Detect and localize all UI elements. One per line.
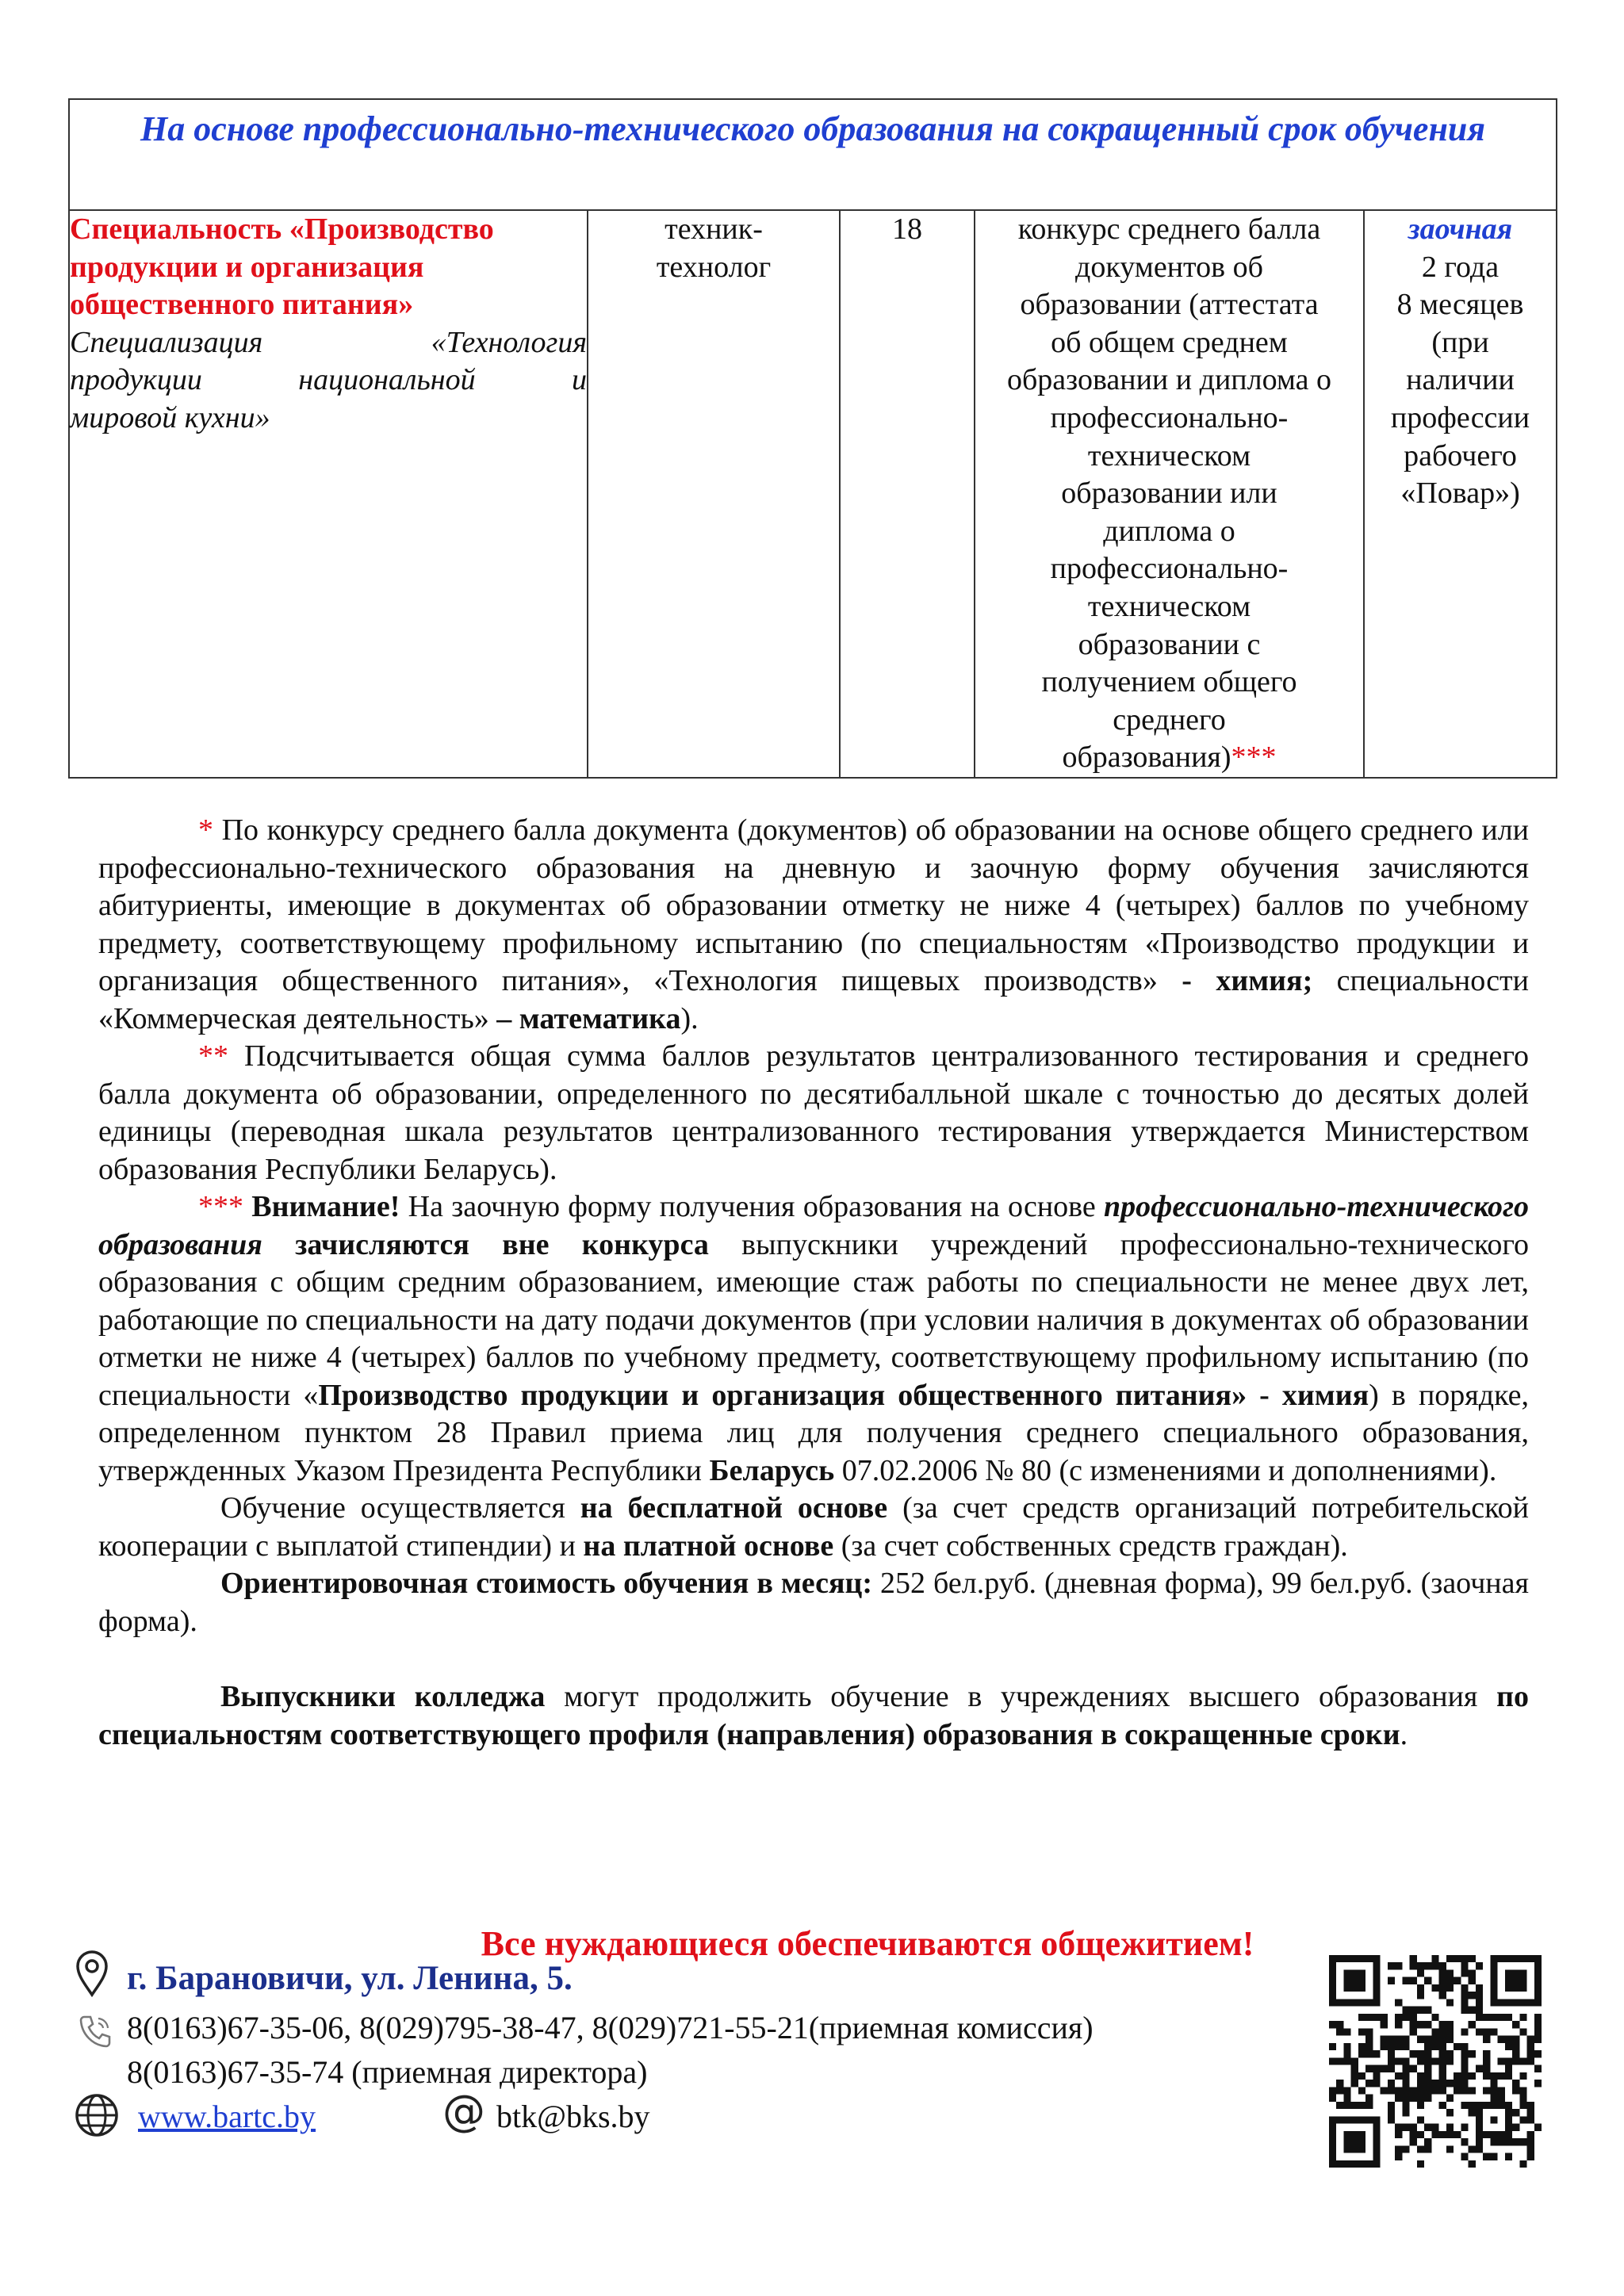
note-3-mark: *** bbox=[198, 1190, 243, 1223]
note-text: Обучение осуществляется bbox=[220, 1491, 580, 1525]
duration-line: 8 месяцев bbox=[1396, 288, 1524, 322]
note-bold: Выпускники колледжа bbox=[220, 1680, 546, 1713]
duration-line: 2 года bbox=[1421, 250, 1500, 284]
seats-value: 18 bbox=[892, 212, 922, 246]
admission-line: техническом bbox=[1087, 589, 1251, 623]
phone-icon bbox=[76, 2012, 114, 2050]
admission-line: конкурс среднего балла bbox=[1017, 212, 1321, 246]
footnote-mark: *** bbox=[1231, 740, 1277, 775]
specialization-line: Специализация «Технология bbox=[70, 325, 587, 359]
qualification-line: техник- bbox=[665, 212, 763, 246]
phones-director: 8(0163)67-35-74 (приемная директора) bbox=[127, 2054, 648, 2090]
note-bold: по специальностям соответствующего профиля (направления) образования в сокращенные сроки bbox=[98, 1680, 1529, 1751]
duration-line: профессии bbox=[1390, 400, 1530, 434]
note-1-mark: * bbox=[198, 813, 213, 847]
address: г. Барановичи, ул. Ленина, 5. bbox=[127, 1960, 573, 1997]
admission-line: образовании (аттестата bbox=[1020, 288, 1319, 322]
email-link[interactable]: btk@bks.by bbox=[496, 2099, 650, 2134]
note-text: 252 бел.руб. (дневная форма), 99 бел.руб. (заочная форма). bbox=[98, 1567, 1529, 1638]
specialization-line: мировой кухни» bbox=[70, 400, 270, 434]
duration-line: «Повар») bbox=[1400, 476, 1520, 511]
note-bold: Беларусь bbox=[709, 1453, 835, 1487]
admission-line: диплома о bbox=[1103, 514, 1235, 548]
admission-line: образовании и диплома о bbox=[1006, 363, 1332, 397]
specialization-line: продукции национальной и bbox=[70, 363, 587, 397]
admission-line: об общем среднем bbox=[1051, 325, 1288, 359]
globe-icon bbox=[73, 2091, 121, 2139]
note-text: По конкурсу среднего балла документа (документов) об образовании на основе общего среднего или профессионально-технического образования на дневную и заочную форму обучения зачисляются абитуриенты, имеющие в документах об образовании отметку не ниже 4 (четырех) баллов по учебному предмету, соответствующему профильному испытанию (по специальностям «Производство продукции и организация общественного питания», «Технология пищевых производств» bbox=[98, 813, 1529, 997]
website-link[interactable]: www.bartc.by bbox=[138, 2099, 316, 2134]
at-sign-icon bbox=[441, 2090, 487, 2136]
admission-line-last bbox=[975, 739, 1363, 777]
note-2 bbox=[98, 1038, 1529, 1188]
tuition-cost bbox=[98, 1565, 1529, 1640]
graduates-note bbox=[98, 1678, 1529, 1754]
admission-line: получением общего bbox=[1041, 665, 1297, 699]
admission-line: образовании или bbox=[1061, 476, 1277, 511]
note-text: (за счет средств организаций потребительской кооперации с выплатой стипендии) и bbox=[98, 1491, 1530, 1563]
note-bold: Ориентировочная стоимость обучения в месяц: bbox=[220, 1567, 873, 1600]
note-bold: на платной основе bbox=[583, 1529, 834, 1563]
admission-line: образовании с bbox=[1078, 627, 1261, 661]
specialty-title: Специальность «Производство продукции и организация общественного питания» bbox=[70, 212, 494, 322]
note-bold: - химия; bbox=[1182, 964, 1313, 997]
specialty-cell bbox=[69, 210, 588, 778]
admission-line: профессионально- bbox=[1050, 552, 1289, 586]
admission-line: документов об bbox=[1075, 250, 1263, 284]
note-text: 07.02.2006 № 80 (с изменениями и дополнениями). bbox=[834, 1453, 1497, 1487]
admission-line: профессионально- bbox=[1050, 400, 1289, 434]
note-bold: – математика bbox=[496, 1001, 681, 1035]
study-basis bbox=[98, 1490, 1529, 1565]
svg-text:@: @ bbox=[442, 2090, 485, 2136]
note-bold: Производство продукции и организация общественного питания» - химия bbox=[318, 1378, 1369, 1412]
note-bold: зачисляются вне конкурса bbox=[262, 1227, 709, 1261]
programs-table bbox=[68, 98, 1557, 779]
note-attention: Внимание! bbox=[243, 1190, 400, 1223]
note-text: . bbox=[1400, 1717, 1408, 1751]
note-1 bbox=[98, 812, 1529, 1038]
note-3 bbox=[98, 1188, 1529, 1490]
note-text: выпускники учреждений профессионально-технического образования с общим средним образованием, имеющие стаж работы по специальности не менее двух лет, работающие по специальности на дату подачи документов (при условии наличия в документах об образовании отметки не ниже 4 (четырех) баллов по учебному предмету, соответствующему профильному испытанию (по специальности « bbox=[98, 1227, 1529, 1412]
phones-admissions: 8(0163)67-35-06, 8(029)795-38-47, 8(029)721-55-21(приемная комиссия) bbox=[127, 2010, 1094, 2045]
note-2-mark: ** bbox=[198, 1039, 228, 1073]
admission-line: среднего bbox=[1113, 702, 1226, 737]
duration-line: (при bbox=[1431, 325, 1489, 359]
note-bold-italic: профессионально-технического образования bbox=[98, 1190, 1529, 1261]
qr-code bbox=[1329, 1955, 1542, 2168]
note-text: могут продолжить обучение в учреждениях высшего образования bbox=[545, 1680, 1497, 1713]
dormitory-banner: Все нуждающиеся обеспечиваются общежитием! bbox=[481, 1924, 1254, 1963]
note-text: (за счет собственных средств граждан). bbox=[833, 1529, 1348, 1563]
seats-cell bbox=[840, 210, 975, 778]
note-text: специальности «Коммерческая деятельность» bbox=[98, 964, 1530, 1035]
admission-line: техническом bbox=[1087, 438, 1251, 473]
note-text: ) в порядке, определенном пунктом 28 Правил приема лиц для получения среднего специального образования, утвержденных Указом Президента Республики bbox=[98, 1378, 1529, 1487]
note-text: Подсчитывается общая сумма баллов результатов централизованного тестирования и среднего балла документа об образовании, определенного по десятибалльной шкале с точностью до десятых долей единицы (переводная шкала результатов централизованного тестирования утверждается Министерством образования Республики Беларусь). bbox=[98, 1039, 1529, 1186]
notes-section bbox=[98, 812, 1529, 1754]
note-bold: на бесплатной основе bbox=[580, 1491, 888, 1525]
admission-cell bbox=[975, 210, 1364, 778]
spacer bbox=[98, 1640, 1529, 1678]
duration-line: наличии bbox=[1406, 363, 1515, 397]
note-text: На заочную форму получения образования на основе bbox=[400, 1190, 1105, 1223]
note-text: ). bbox=[680, 1001, 699, 1035]
location-pin-icon bbox=[75, 1949, 109, 1998]
admission-text: образования) bbox=[1062, 740, 1231, 775]
qualification-cell bbox=[588, 210, 840, 778]
duration-line: рабочего bbox=[1404, 438, 1517, 473]
table-heading: На основе профессионально-технического образования на сокращенный срок обучения bbox=[69, 99, 1557, 210]
qualification-line: технолог bbox=[656, 250, 772, 284]
study-form: заочная bbox=[1408, 212, 1513, 246]
form-duration-cell bbox=[1364, 210, 1557, 778]
